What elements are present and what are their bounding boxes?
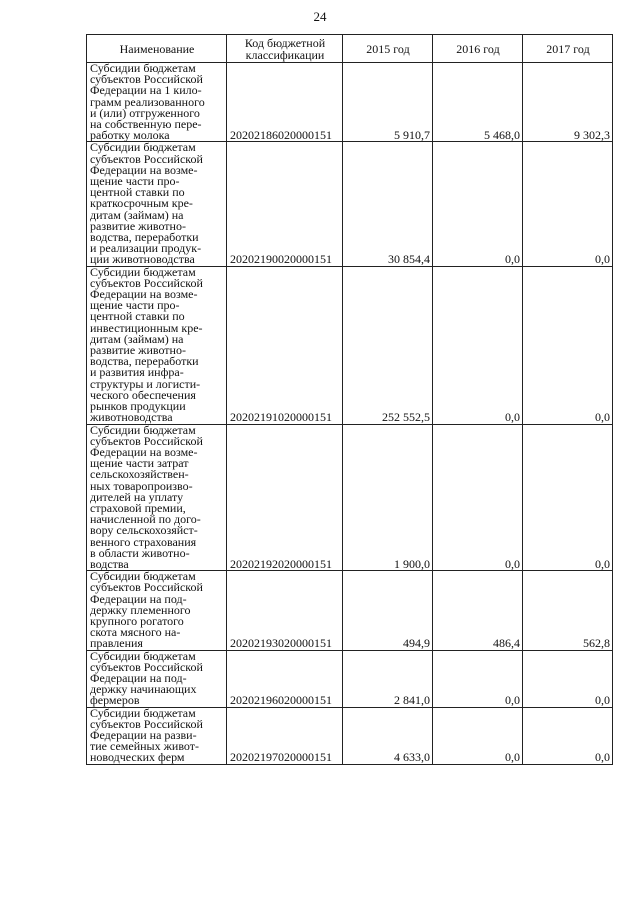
row-value-2017: 562,8 (523, 571, 613, 650)
name-line: центной ставки по (90, 185, 185, 200)
name-line: Субсидии бюджетам (90, 705, 196, 720)
row-code-cell: 20202190020000151 (227, 142, 343, 266)
name-line: фермеров (90, 693, 140, 708)
row-value-2017: 0,0 (523, 650, 613, 707)
name-line: Федерации на возме- (90, 287, 198, 302)
name-line: держку начинающих (90, 682, 197, 697)
table-header (87, 35, 613, 63)
row-value-2017: 0,0 (523, 424, 613, 571)
name-line: Федерации на разви- (90, 727, 197, 742)
row-value-2017: 0,0 (523, 142, 613, 266)
row-value-2016: 0,0 (433, 266, 523, 424)
name-line: развитие животно- (90, 218, 186, 233)
row-value-2015: 252 552,5 (343, 266, 433, 424)
name-line: держку племенного (90, 602, 191, 617)
name-line: Субсидии бюджетам (90, 569, 196, 584)
name-line: правления (90, 636, 143, 651)
row-value-2016: 486,4 (433, 571, 523, 650)
name-line: ции животноводства (90, 252, 195, 267)
budget-table (86, 34, 613, 765)
row-code-cell: 20202186020000151 (227, 63, 343, 142)
row-name-cell (87, 571, 227, 650)
name-line: рынков продукции (90, 399, 186, 414)
row-value-2017: 0,0 (523, 707, 613, 764)
name-line: субъектов Российской (90, 716, 203, 731)
row-value-2015: 494,9 (343, 571, 433, 650)
name-line: скота мясного на- (90, 625, 181, 640)
name-line: инвестиционным кре- (90, 320, 203, 335)
row-code-cell: 20202193020000151 (227, 571, 343, 650)
row-value-2016: 5 468,0 (433, 63, 523, 142)
table-row (87, 424, 613, 571)
row-code-cell: 20202191020000151 (227, 266, 343, 424)
name-line: щение части про- (90, 298, 180, 313)
name-line: страховой премии, (90, 500, 186, 515)
name-line: Субсидии бюджетам (90, 264, 196, 279)
page-number: 24 (313, 9, 327, 24)
name-line: субъектов Российской (90, 433, 203, 448)
name-line: грамм реализованного (90, 94, 205, 109)
row-name-cell (87, 424, 227, 571)
row-value-2015: 2 841,0 (343, 650, 433, 707)
row-value-2016: 0,0 (433, 707, 523, 764)
name-line: субъектов Российской (90, 72, 203, 87)
name-line: Субсидии бюджетам (90, 140, 196, 155)
name-line: водства (90, 556, 129, 571)
name-line: Субсидии бюджетам (90, 422, 196, 437)
name-line: и развития инфра- (90, 365, 184, 380)
name-line: сельскохозяйствен- (90, 467, 189, 482)
row-value-2015: 5 910,7 (343, 63, 433, 142)
table-row (87, 266, 613, 424)
name-line: субъектов Российской (90, 275, 203, 290)
name-line: тие семейных живот- (90, 739, 199, 754)
name-line: и реализации продук- (90, 241, 202, 256)
row-code-cell: 20202192020000151 (227, 424, 343, 571)
header-2016: 2016 год (433, 35, 523, 63)
name-line: животноводства (90, 410, 173, 425)
row-value-2016: 0,0 (433, 424, 523, 571)
name-line: Федерации на под- (90, 670, 187, 685)
name-line: новодческих ферм (90, 750, 185, 765)
row-name-cell (87, 63, 227, 142)
name-line: водства, переработки (90, 230, 199, 245)
name-line: щение части про- (90, 174, 180, 189)
name-line: Субсидии бюджетам (90, 648, 196, 663)
name-line: работку молока (90, 128, 170, 143)
header-row (87, 35, 613, 63)
header-2015: 2015 год (343, 35, 433, 63)
row-value-2015: 4 633,0 (343, 707, 433, 764)
name-line: щение части затрат (90, 456, 189, 471)
name-line: структуры и логисти- (90, 376, 201, 391)
row-name-cell (87, 266, 227, 424)
name-line: венного страхования (90, 534, 197, 549)
table-body (87, 63, 613, 765)
name-line: Федерации на возме- (90, 162, 198, 177)
name-line: вору сельскохозяйст- (90, 523, 198, 538)
table-row (87, 571, 613, 650)
row-value-2017: 0,0 (523, 266, 613, 424)
name-line: в области животно- (90, 545, 190, 560)
table-row (87, 142, 613, 266)
row-code-cell: 20202196020000151 (227, 650, 343, 707)
header-name: Наименование (87, 35, 227, 63)
row-value-2016: 0,0 (433, 650, 523, 707)
name-line: и (или) отгруженного (90, 105, 200, 120)
header-code: Код бюджетной классификации (227, 35, 343, 63)
name-line: центной ставки по (90, 309, 185, 324)
name-line: субъектов Российской (90, 580, 203, 595)
name-line: Субсидии бюджетам (90, 61, 196, 75)
name-line: крупного рогатого (90, 613, 184, 628)
row-value-2016: 0,0 (433, 142, 523, 266)
name-line: дитам (займам) на (90, 331, 184, 346)
row-name-cell (87, 707, 227, 764)
name-line: Федерации на под- (90, 591, 187, 606)
name-line: водства, переработки (90, 354, 199, 369)
name-line: ческого обеспечения (90, 387, 196, 402)
row-value-2015: 1 900,0 (343, 424, 433, 571)
table-row (87, 650, 613, 707)
row-code-cell: 20202197020000151 (227, 707, 343, 764)
name-line: субъектов Российской (90, 151, 203, 166)
header-2017: 2017 год (523, 35, 613, 63)
name-line: ных товаропроизво- (90, 478, 193, 493)
row-name-cell (87, 142, 227, 266)
name-line: краткосрочным кре- (90, 196, 193, 211)
name-line: Федерации на возме- (90, 444, 198, 459)
table-row (87, 63, 613, 142)
row-value-2017: 9 302,3 (523, 63, 613, 142)
row-value-2015: 30 854,4 (343, 142, 433, 266)
name-line: дитам (займам) на (90, 207, 184, 222)
name-line: субъектов Российской (90, 659, 203, 674)
table-row (87, 707, 613, 764)
name-line: на собственную пере- (90, 117, 202, 132)
name-line: дителей на уплату (90, 489, 184, 504)
row-name-cell (87, 650, 227, 707)
name-line: развитие животно- (90, 343, 186, 358)
name-line: Федерации на 1 кило- (90, 83, 202, 98)
name-line: начисленной по дого- (90, 512, 201, 527)
